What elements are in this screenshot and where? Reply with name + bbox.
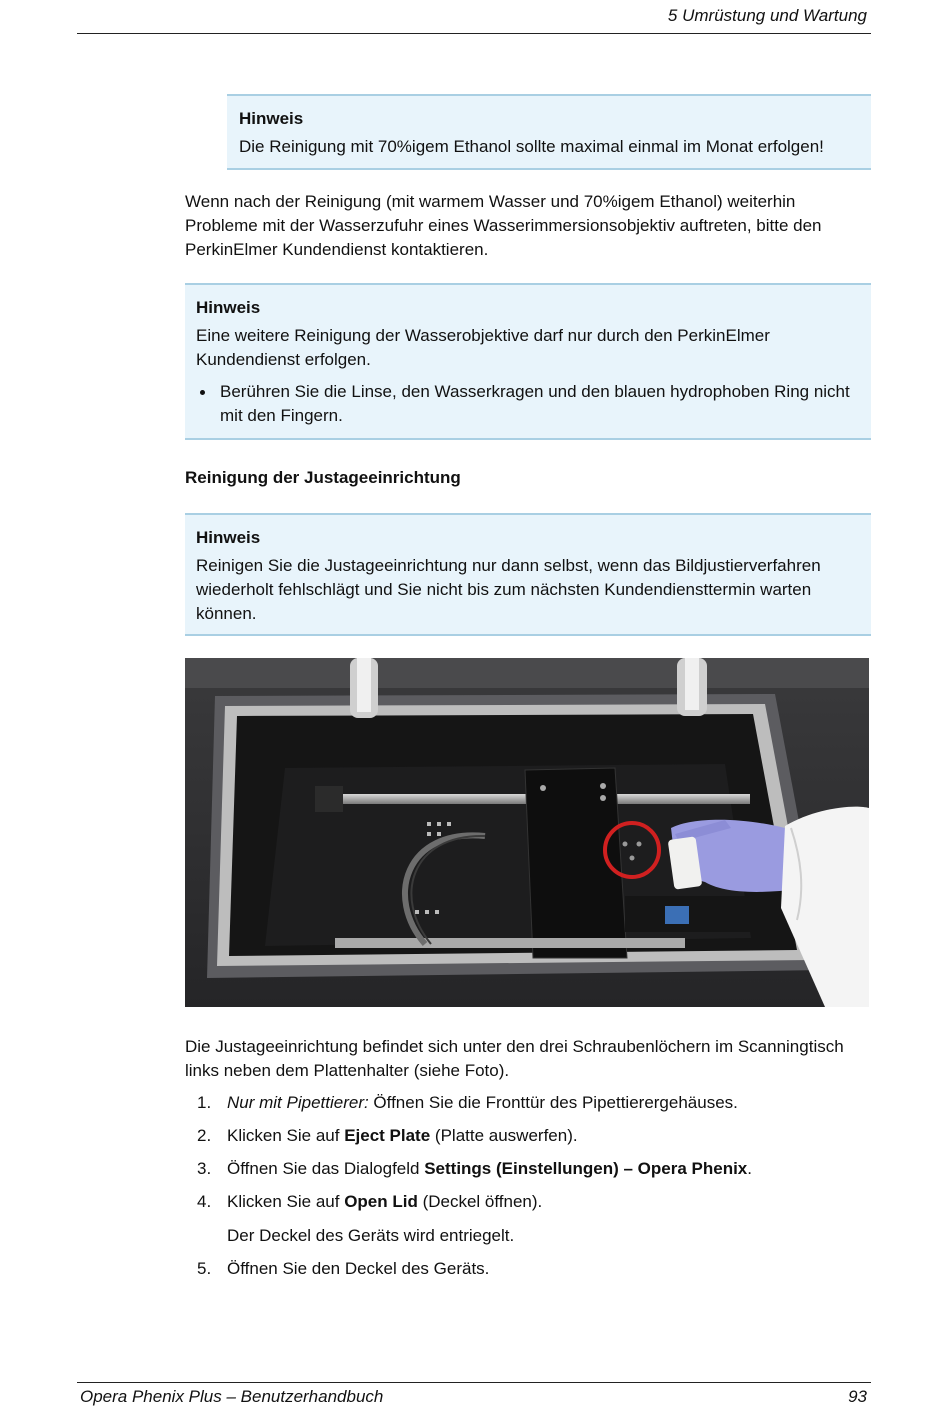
step-number: 4. [197,1192,212,1211]
footer-title: Opera Phenix Plus – Benutzerhandbuch [80,1387,384,1406]
note-title: Hinweis [239,109,304,128]
note-text: Die Reinigung mit 70%igem Ethanol sollte maximal einmal im Monat erfolgen! [239,137,824,156]
step-number: 3. [197,1159,212,1178]
step-text: (Platte auswerfen). [430,1126,578,1145]
step-item-2 [185,1124,875,1148]
note-title: Hinweis [196,528,261,547]
procedure-steps [185,1091,875,1290]
instrument-photo [185,658,869,1007]
page-number: 93 [848,1387,867,1406]
step-result: Der Deckel des Geräts wird entriegelt. [227,1226,515,1245]
step-text: Klicken Sie auf [227,1126,345,1145]
bullet-dot-icon [200,390,205,395]
note-bullet-text: Berühren Sie die Linse, den Wasserkragen und den blauen hydrophoben Ring nicht mit den Fingern. [220,382,850,425]
paragraph-location: Die Justageeinrichtung befindet sich unter den drei Schraubenlöchern im Scanningtisch links neben dem Plattenhalter (siehe Foto). [185,1037,844,1080]
step-emphasis: Nur mit Pipettierer: [227,1093,369,1112]
step-number: 5. [197,1259,212,1278]
ui-term: Settings (Einstellungen) – Opera Phenix [424,1159,748,1178]
step-item-5 [185,1257,875,1281]
ui-term: Eject Plate [344,1126,431,1145]
step-text: (Deckel öffnen). [417,1192,543,1211]
running-header: 5 Umrüstung und Wartung [667,6,867,25]
step-item-4 [185,1190,875,1248]
step-item-1 [185,1091,875,1115]
step-text: Öffnen Sie die Fronttür des Pipettierergehäuses. [368,1093,738,1112]
note-box-objectives [185,283,871,440]
step-text: Öffnen Sie den Deckel des Geräts. [227,1259,490,1278]
note-text: Eine weitere Reinigung der Wasserobjektive darf nur durch den PerkinElmer Kundendienst erfolgen. [196,326,770,369]
step-number: 2. [197,1126,212,1145]
header-rule [77,33,871,34]
paragraph-water-supply: Wenn nach der Reinigung (mit warmem Wasser und 70%igem Ethanol) weiterhin Probleme mit der Wasserzufuhr eines Wasserimmersionsobjektiv auftreten, bitte den PerkinElmer Kundendienst kontaktieren. [185,192,822,259]
footer-rule [77,1382,871,1383]
step-text: . [747,1159,752,1178]
step-number: 1. [197,1093,212,1112]
note-box-alignment [185,513,871,636]
step-item-3 [185,1157,875,1181]
step-text: Klicken Sie auf [227,1192,345,1211]
note-title: Hinweis [196,298,261,317]
note-bullet-item [196,380,860,428]
section-heading: Reinigung der Justageeinrichtung [185,468,461,487]
step-text: Öffnen Sie das Dialogfeld [227,1159,425,1178]
ui-term: Open Lid [344,1192,418,1211]
note-bullet-list [196,380,860,428]
note-box-ethanol [227,94,871,170]
note-text: Reinigen Sie die Justageeinrichtung nur dann selbst, wenn das Bildjustierverfahren wiederholt fehlschlägt und Sie nicht bis zum nächsten Kundendiensttermin warten können. [196,556,821,623]
